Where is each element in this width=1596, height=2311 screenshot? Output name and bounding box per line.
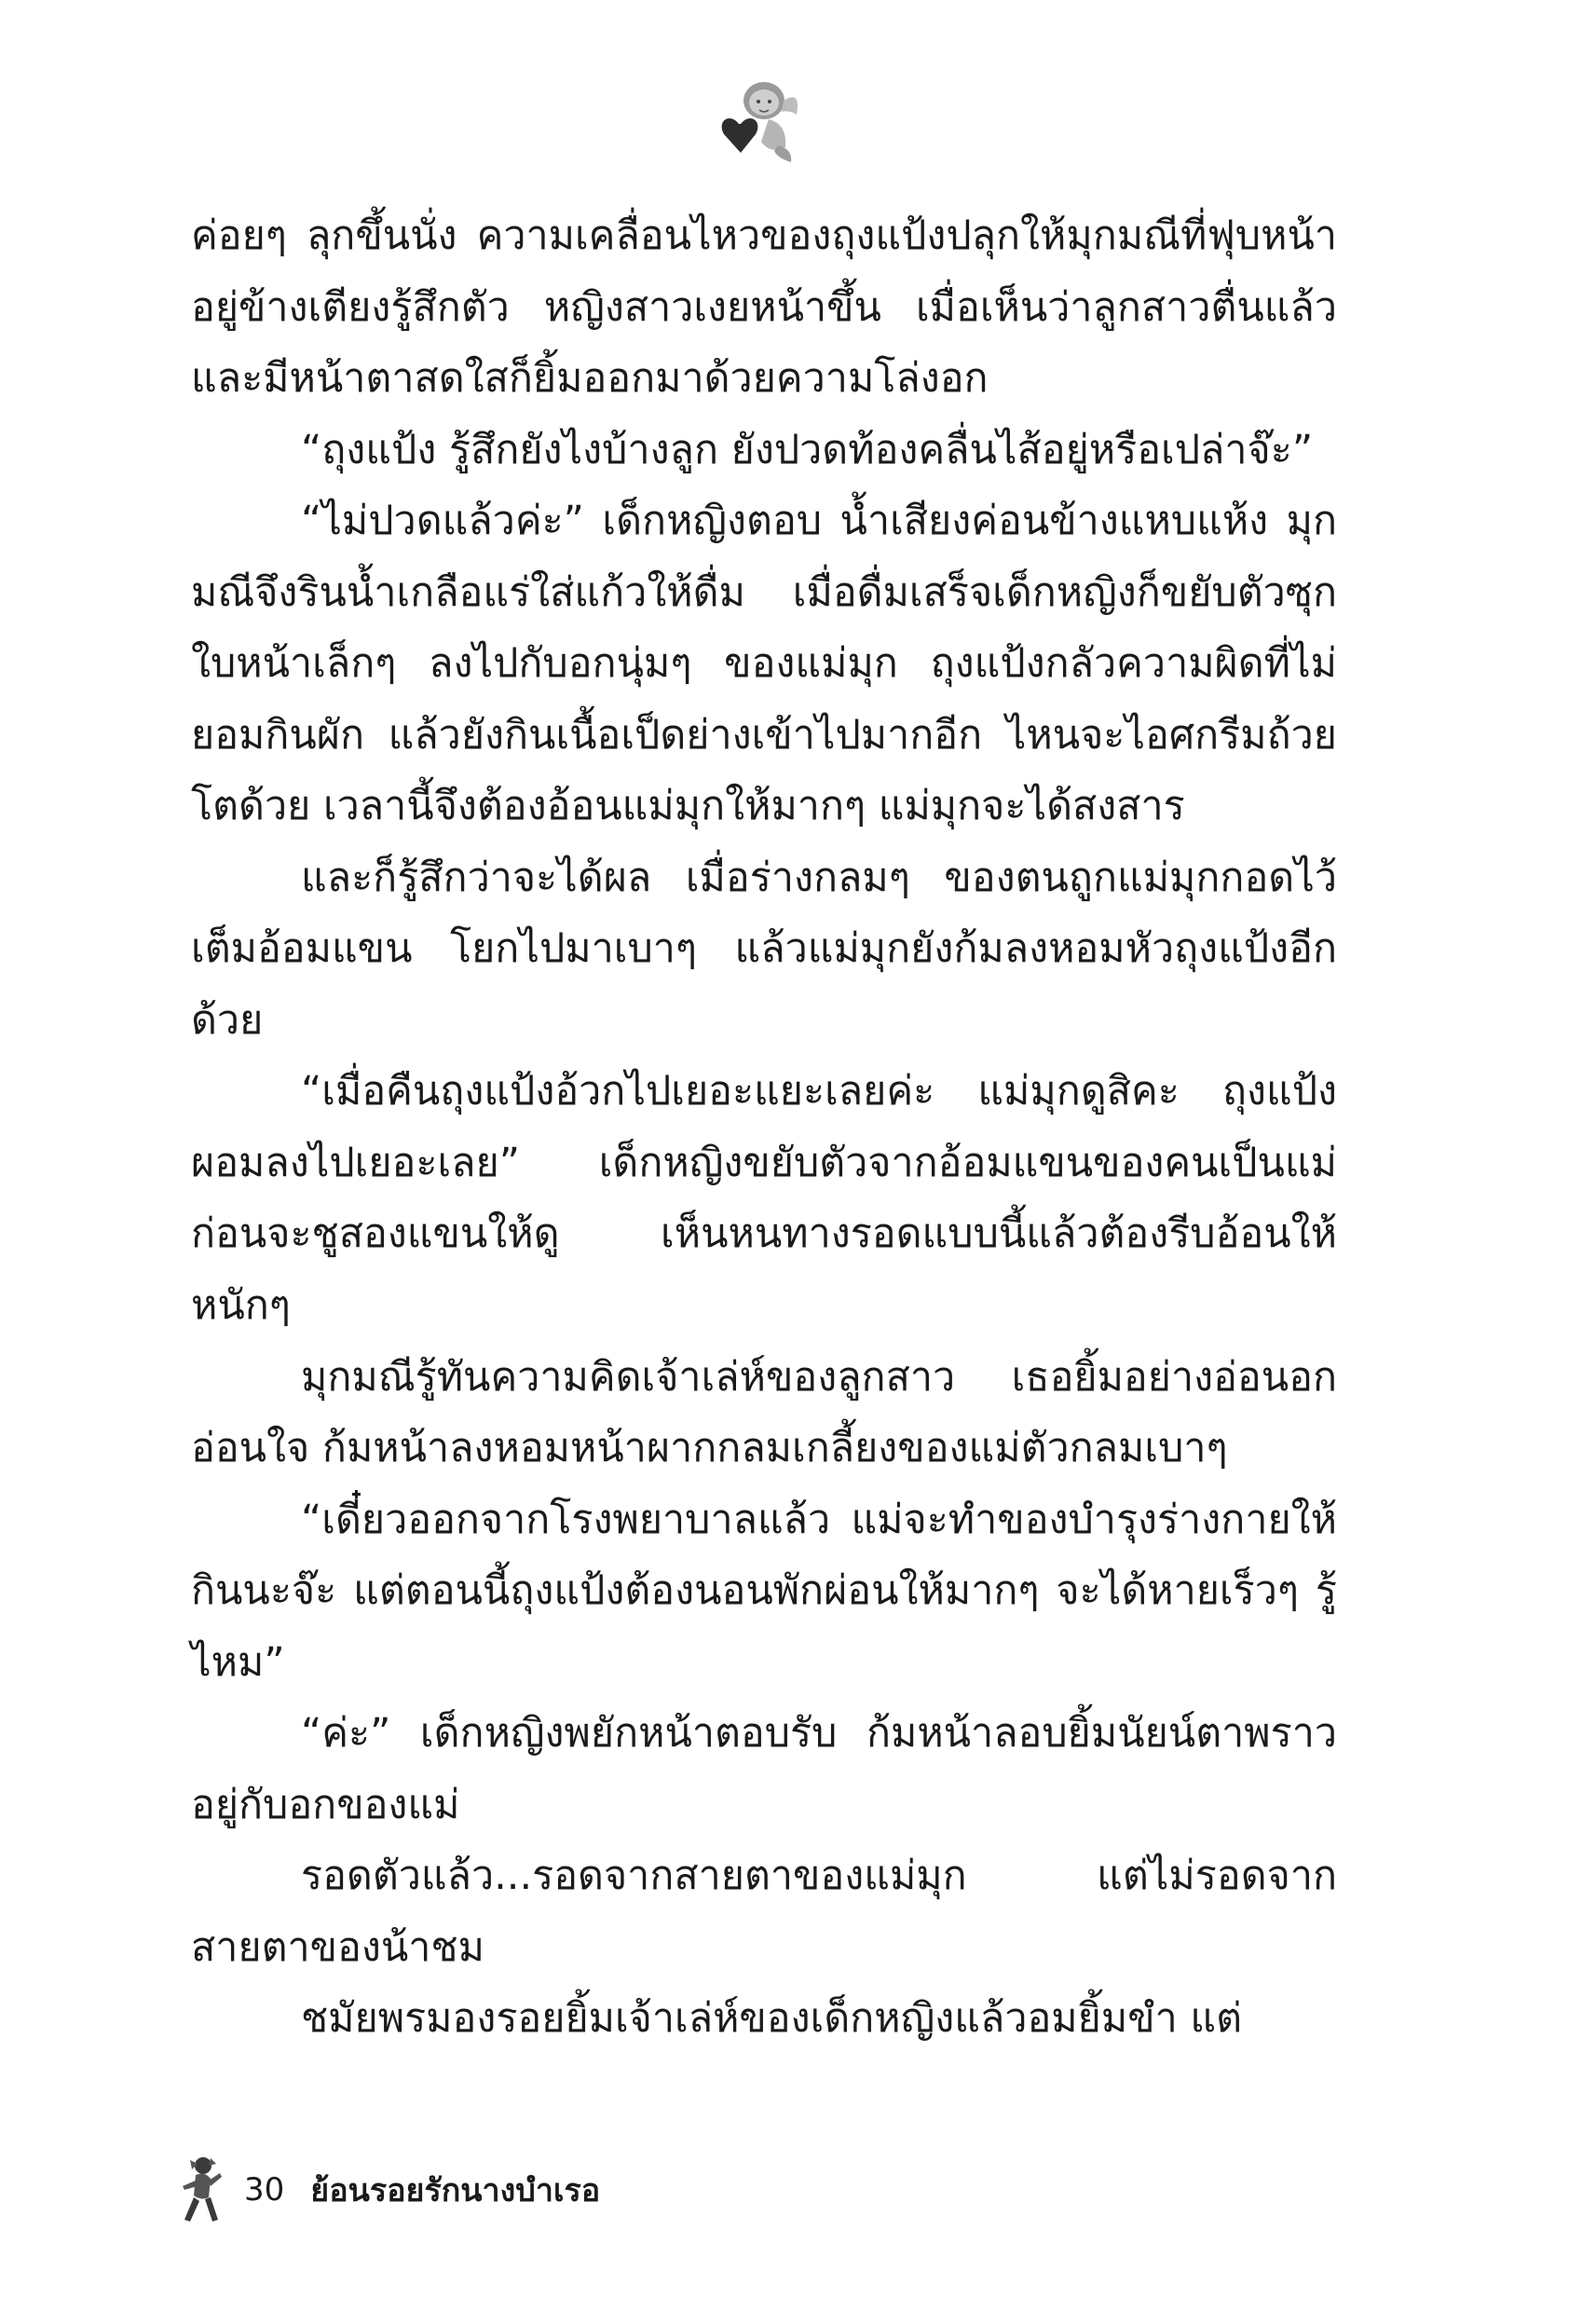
paragraph-6: มุกมณีรู้ทันความคิดเจ้าเล่ห์ของลูกสาว เธอยิ้มอย่างอ่อนอกอ่อนใจ ก้มหน้าลงหอมหน้าผากกลมเกลี้ยงของแม่ตัวกลมเบาๆ [191, 1353, 1337, 1472]
book-title: ย้อนรอยรักนางบำเรอ [310, 2172, 601, 2209]
page-number: 30 [244, 2171, 285, 2208]
paragraph-5: “เมื่อคืนถุงแป้งอ้วกไปเยอะแยะเลยค่ะ แม่มุกดูสิคะ ถุงแป้งผอมลงไปเยอะเลย” เด็กหญิงขยับตัวจากอ้อมแขนของคนเป็นแม่ก่อนจะชูสองแขนให้ดู เห็นหนทางรอดแบบนี้แล้วต้องรีบอ้อนให้หนักๆ [191, 1068, 1337, 1329]
paragraph-4: และก็รู้สึกว่าจะได้ผล เมื่อร่างกลมๆ ของตนถูกแม่มุกกอดไว้เต็มอ้อมแขน โยกไปมาเบาๆ แล้วแม่มุกยังก้มลงหอมหัวถุงแป้งอีกด้วย [191, 854, 1337, 1044]
paragraph-2: “ถุงแป้ง รู้สึกยังไงบ้างลูก ยังปวดท้องคลื่นไส้อยู่หรือเปล่าจ๊ะ” [301, 426, 1314, 473]
body-text [191, 200, 1337, 2055]
paragraph-9: รอดตัวแล้ว...รอดจากสายตาของแม่มุก แต่ไม่รอดจากสายตาของน้าชม [191, 1853, 1337, 1971]
paragraph-10: ชมัยพรมองรอยยิ้มเจ้าเล่ห์ของเด็กหญิงแล้วอมยิ้มขำ แต่ [301, 1995, 1243, 2043]
paragraph-8: “ค่ะ” เด็กหญิงพยักหน้าตอบรับ ก้มหน้าลอบยิ้มนัยน์ตาพราวอยู่กับอกของแม่ [191, 1710, 1337, 1828]
paragraph-3: “ไม่ปวดแล้วค่ะ” เด็กหญิงตอบ น้ำเสียงค่อนข้างแหบแห้ง มุกมณีจึงรินน้ำเกลือแร่ใส่แก้วให้ดื่ม เมื่อดื่มเสร็จเด็กหญิงก็ขยับตัวซุกใบหน้าเล็กๆ ลงไปกับอกนุ่มๆ ของแม่มุก ถุงแป้งกลัวความผิดที่ไม่ยอมกินผัก แล้วยังกินเนื้อเป็ดย่างเข้าไปมากอีก ไหนจะไอศกรีมถ้วยโตด้วย เวลานี้จึงต้องอ้อนแม่มุกให้มากๆ แม่มุกจะได้สงสาร [191, 498, 1337, 830]
cherub-with-heart-icon [713, 73, 806, 166]
paragraph-1: ค่อยๆ ลุกขึ้นนั่ง ความเคลื่อนไหวของถุงแป้งปลุกให้มุกมณีที่ฟุบหน้าอยู่ข้างเตียงรู้สึกตัว หญิงสาวเงยหน้าขึ้น เมื่อเห็นว่าลูกสาวตื่นแล้วและมีหน้าตาสดใสก็ยิ้มออกมาด้วยความโล่งอก [191, 212, 1337, 403]
paragraph-7: “เดี๋ยวออกจากโรงพยาบาลแล้ว แม่จะทำของบำรุงร่างกายให้กินนะจ๊ะ แต่ตอนนี้ถุงแป้งต้องนอนพักผ่อนให้มากๆ จะได้หายเร็วๆ รู้ไหม” [191, 1496, 1337, 1686]
dancing-figure-icon [177, 2154, 224, 2225]
page-footer [177, 2153, 600, 2227]
